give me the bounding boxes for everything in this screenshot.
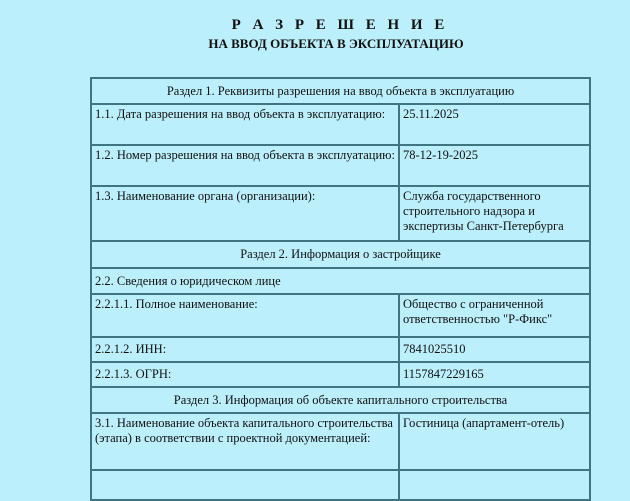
field-label: 2.2.1.2. ИНН:: [91, 337, 399, 362]
field-label: 3.1. Наименование объекта капитального строительства (этапа) в соответствии с проектной документацией:: [91, 413, 399, 470]
section-header: Раздел 1. Реквизиты разрешения на ввод объекта в эксплуатацию: [91, 78, 590, 104]
field-label: 1.2. Номер разрешения на ввод объекта в эксплуатацию:: [91, 145, 399, 186]
field-label: [91, 470, 399, 500]
section-header: Раздел 2. Информация о застройщике: [91, 241, 590, 268]
subsection-header: 2.2. Сведения о юридическом лице: [91, 268, 590, 294]
field-value: 25.11.2025: [399, 104, 590, 145]
field-value: 78-12-19-2025: [399, 145, 590, 186]
field-value: Общество с ограниченной ответственностью "Р-Фикс": [399, 294, 590, 337]
field-value: 1157847229165: [399, 362, 590, 387]
document-subtitle: НА ВВОД ОБЪЕКТА В ЭКСПЛУАТАЦИЮ: [208, 36, 464, 51]
field-value: [399, 470, 590, 500]
field-value: Гостиница (апартамент-отель): [399, 413, 590, 470]
field-value: 7841025510: [399, 337, 590, 362]
field-label: 1.1. Дата разрешения на ввод объекта в эксплуатацию:: [91, 104, 399, 145]
permit-table: [90, 77, 591, 501]
document-title: Р А З Р Е Ш Е Н И Е: [231, 17, 449, 33]
field-label: 1.3. Наименование органа (организации):: [91, 186, 399, 241]
field-value: Служба государственного строительного надзора и экспертизы Санкт-Петербурга: [399, 186, 590, 241]
section-header: Раздел 3. Информация об объекте капитального строительства: [91, 387, 590, 413]
field-label: 2.2.1.3. ОГРН:: [91, 362, 399, 387]
field-label: 2.2.1.1. Полное наименование:: [91, 294, 399, 337]
